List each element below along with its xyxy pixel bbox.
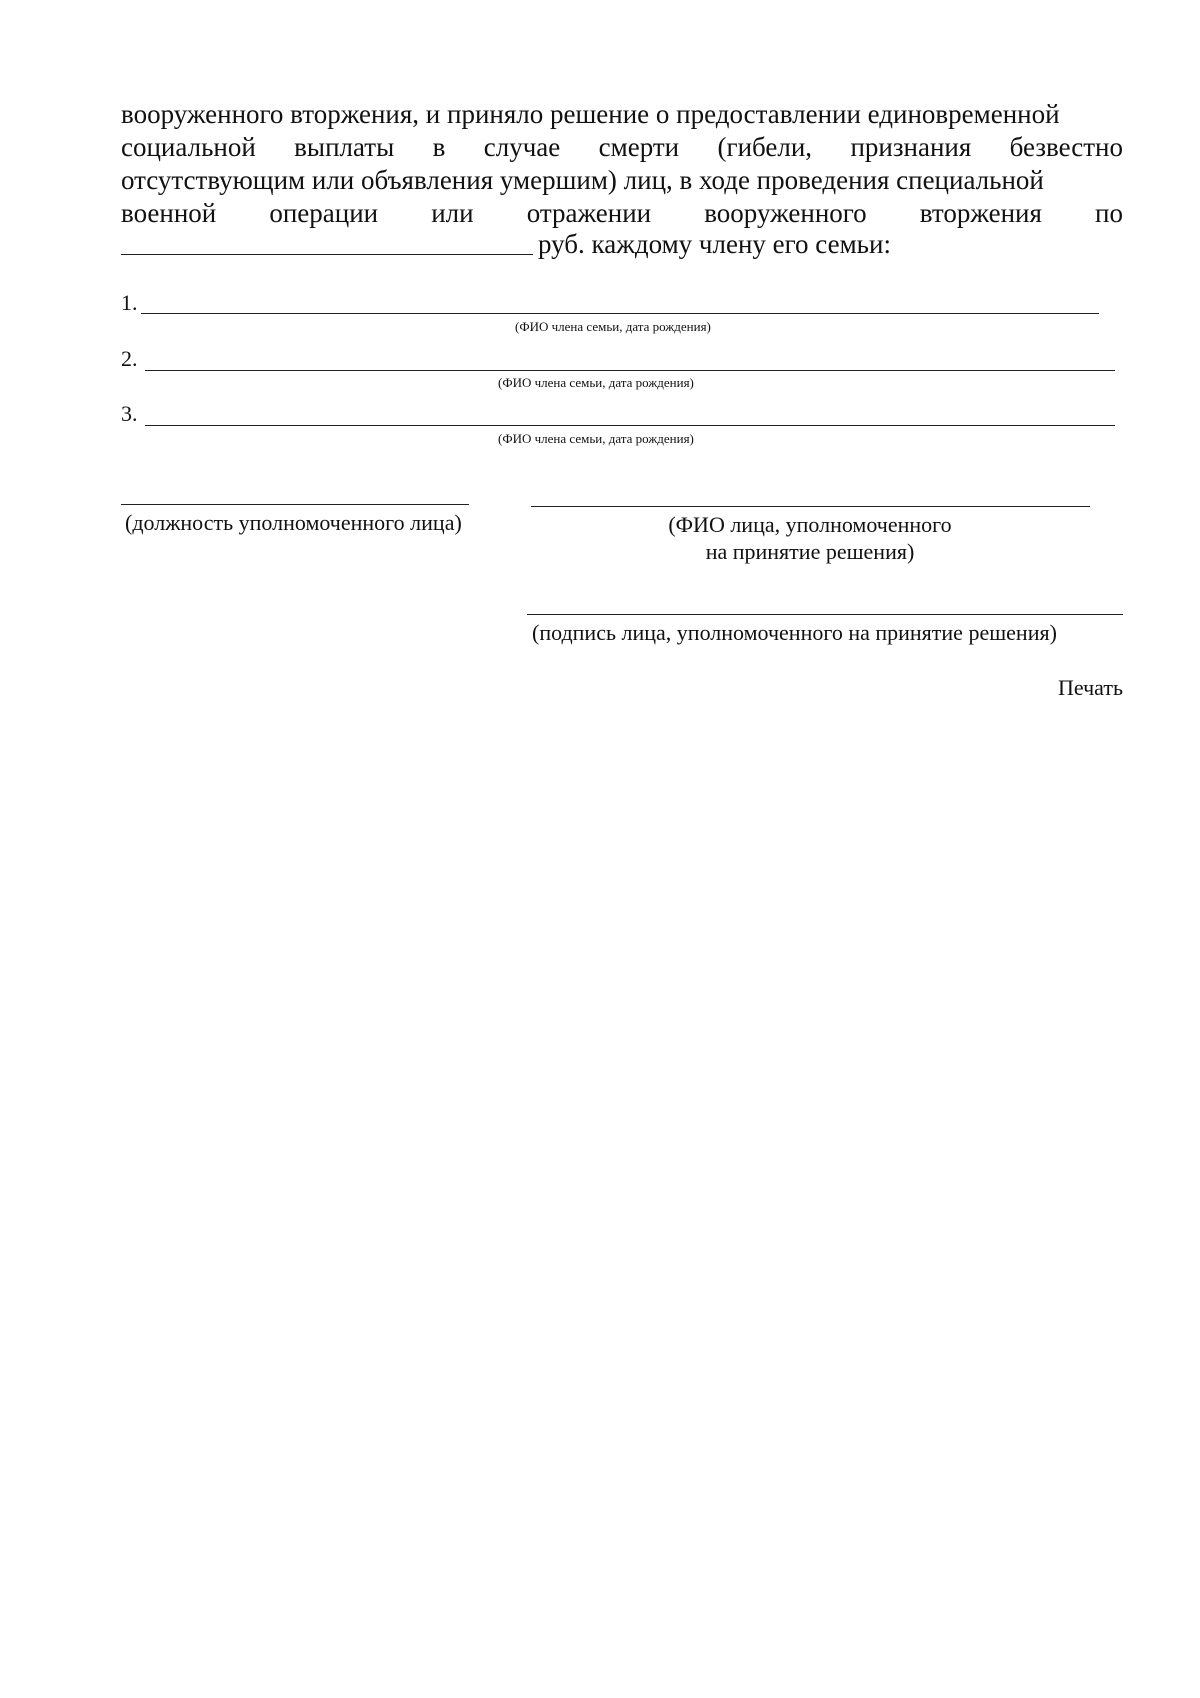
member-field-3[interactable]: [145, 425, 1115, 426]
amount-suffix-text: руб. каждому члену его семьи:: [538, 229, 891, 259]
member-number-2: 2.: [121, 346, 138, 371]
paragraph-line-1: вооруженного вторжения, и приняло решение о предоставлении единовременной: [121, 99, 1060, 129]
seal-label: Печать: [1057, 675, 1123, 700]
member-field-1[interactable]: [141, 313, 1099, 314]
paragraph-line-4: военной операции или отражении вооруженного вторжения по: [121, 198, 1123, 228]
paragraph-line-3: отсутствующим или объявления умершим) лиц, в ходе проведения специальной: [121, 165, 1044, 195]
position-caption: (должность уполномоченного лица): [125, 510, 462, 535]
name-caption-line-2: на принятие решения): [705, 539, 915, 564]
paragraph-line-2: социальной выплаты в случае смерти (гибели, признания безвестно: [121, 132, 1123, 162]
signature-field-line[interactable]: [527, 614, 1123, 615]
amount-blank-line[interactable]: [121, 254, 533, 255]
member-caption-3: (ФИО члена семьи, дата рождения): [498, 431, 694, 446]
signature-caption: (подпись лица, уполномоченного на принятие решения): [532, 620, 1057, 645]
member-caption-2: (ФИО члена семьи, дата рождения): [498, 375, 694, 390]
position-field-line[interactable]: [121, 504, 469, 505]
member-caption-1: (ФИО члена семьи, дата рождения): [515, 319, 711, 334]
name-caption-line-1: (ФИО лица, уполномоченного: [668, 512, 952, 537]
member-number-1: 1.: [121, 290, 138, 315]
member-number-3: 3.: [121, 401, 138, 426]
name-field-line[interactable]: [531, 506, 1090, 507]
member-field-2[interactable]: [145, 370, 1115, 371]
